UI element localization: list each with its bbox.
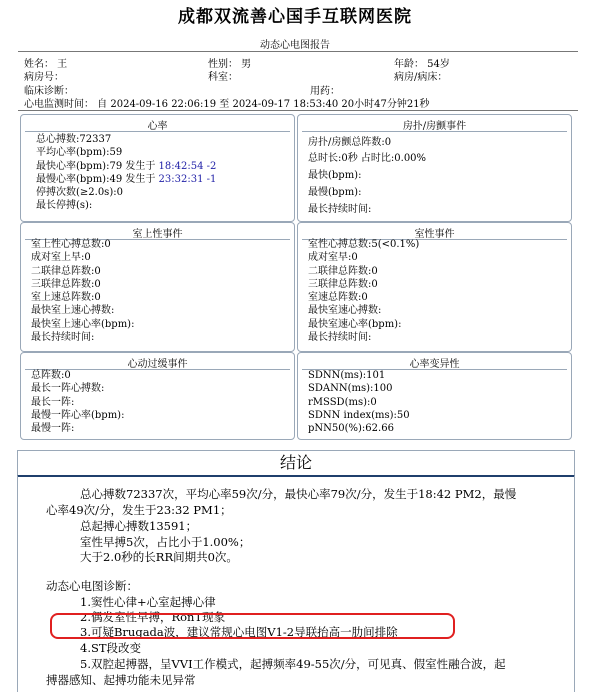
hrv-sdnn-index: SDNN index(ms):50 <box>308 409 410 421</box>
brady-total: 总阵数:0 <box>31 370 71 381</box>
svt-fastest-rate: 最快室上速心率(bpm): <box>31 318 135 330</box>
brady-rows <box>31 369 124 435</box>
pacing-summary: 总起搏心搏数13591； <box>80 519 198 533</box>
vt-title: 室性事件 <box>414 229 455 240</box>
heart-rate-rows <box>36 133 216 213</box>
hr-average: 平均心率(bpm):59 <box>36 147 123 159</box>
hr-longest-pause: 最长停搏(s): <box>36 200 93 212</box>
hr-slowest: 最慢心率(bpm):49 发生于 23:32:31 -1 <box>36 173 217 185</box>
svt-longest: 最长持续时间: <box>31 332 95 344</box>
vt-panel <box>297 222 572 352</box>
vt-fastest-rate: 最快室速心率(bpm): <box>308 318 402 330</box>
vt-total: 室性心搏总数:5(<0.1%) <box>308 239 420 250</box>
patient-department: 科室： <box>208 72 238 83</box>
hrv-rows <box>308 369 410 435</box>
annotation-highlight <box>50 613 455 639</box>
heart-rate-panel <box>20 114 295 222</box>
vt-pairs: 成对室早:0 <box>308 252 358 264</box>
header-divider <box>18 51 578 52</box>
patient-gender: 性别： 男 <box>208 59 252 70</box>
diagnosis-item-1: 1.窦性心律+心室起搏心律 <box>80 595 216 609</box>
af-slowest: 最慢(bpm): <box>308 187 362 198</box>
svt-total: 室上性心搏总数:0 <box>31 239 111 250</box>
af-fastest: 最快(bpm): <box>308 170 362 181</box>
af-longest: 最长持续时间: <box>308 204 372 215</box>
svt-fastest-beats: 最快室上速心搏数: <box>31 305 115 317</box>
diagnosis-item-2: 2.偶发室性早搏，RonT现象 <box>80 610 226 624</box>
hr-total-beats: 总心搏数:72337 <box>36 134 112 145</box>
patient-ward-no: 病房号： <box>24 72 64 83</box>
vt-bigeminy: 二联律总阵数:0 <box>308 265 378 277</box>
af-panel <box>297 114 572 222</box>
hospital-name: 成都双流善心国手互联网医院 <box>178 7 412 27</box>
ventricular-summary: 室性早搏5次，占比小于1.00%； <box>80 535 251 549</box>
svt-runs: 室上速总阵数:0 <box>31 292 101 304</box>
diagnosis-item-3: 3.可疑Brugada波，建议常规心电图V1-2导联抬高一肋间排除 <box>80 625 398 639</box>
hr-fastest: 最快心率(bpm):79 发生于 18:42:54 -2 <box>36 160 217 172</box>
brady-longest-beats: 最长一阵心搏数: <box>31 383 105 395</box>
vt-fastest-beats: 最快室速心搏数: <box>308 305 382 317</box>
brady-panel <box>20 352 295 440</box>
patient-room-bed: 病房/病床： <box>394 72 448 83</box>
summary-line-2: 心率49次/分，发生于23:32 PM1； <box>46 503 232 517</box>
svt-title: 室上性事件 <box>132 229 183 240</box>
heart-rate-title: 心率 <box>147 121 168 132</box>
hr-slowest-time: 23:32:31 -1 <box>158 173 217 185</box>
report-title: 动态心电图报告 <box>260 40 330 51</box>
diagnosis-item-5-cont: 搏器感知、起搏功能未见异常 <box>46 673 196 687</box>
hrv-panel <box>297 352 572 440</box>
conclusion-title: 结论 <box>17 450 575 477</box>
svt-rows <box>31 238 134 344</box>
info-divider <box>18 110 578 111</box>
brady-slowest: 最慢一阵: <box>31 423 75 435</box>
medication: 用药： <box>310 86 340 97</box>
hrv-sdann: SDANN(ms):100 <box>308 383 393 395</box>
svt-pairs: 成对室上早:0 <box>31 252 91 264</box>
vt-runs: 室速总阵数:0 <box>308 292 368 304</box>
patient-age: 年龄： 54岁 <box>394 59 450 70</box>
diagnosis-item-4: 4.ST段改变 <box>80 641 142 655</box>
diagnosis-title: 动态心电图诊断： <box>46 579 138 593</box>
af-total: 房扑/房颤总阵数:0 <box>308 137 392 148</box>
svt-bigeminy: 二联律总阵数:0 <box>31 265 101 277</box>
rr-summary: 大于2.0秒的长RR间期共0次。 <box>80 550 238 564</box>
monitor-time: 心电监测时间： 自 2024-09-16 22:06:19 至 2024-09-17 18:53:40 20小时47分钟21秒 <box>24 99 430 110</box>
hr-pause-count: 停搏次数(≥2.0s):0 <box>36 187 123 199</box>
brady-slowest-rate: 最慢一阵心率(bpm): <box>31 409 125 421</box>
vt-trigeminy: 三联律总阵数:0 <box>308 278 378 290</box>
clinical-diagnosis: 临床诊断： <box>24 86 74 97</box>
hrv-sdnn: SDNN(ms):101 <box>308 370 386 381</box>
af-title: 房扑/房颤事件 <box>402 121 467 132</box>
vt-longest: 最长持续时间: <box>308 332 372 344</box>
hr-fastest-time: 18:42:54 -2 <box>158 160 217 172</box>
hrv-title: 心率变异性 <box>409 359 460 370</box>
af-duration: 总时长:0秒 占时比:0.00% <box>308 153 427 164</box>
summary-line-1: 总心搏数72337次，平均心率59次/分，最快心率79次/分，发生于18:42 PM2，最慢 <box>80 487 517 501</box>
hrv-pnn50: pNN50(%):62.66 <box>308 423 394 435</box>
brady-longest: 最长一阵: <box>31 396 75 408</box>
diagnosis-item-5: 5.双腔起搏器，呈VVI工作模式，起搏频率49-55次/分，可见真、假室性融合波，起 <box>80 657 506 671</box>
patient-name: 姓名： 王 <box>24 59 68 70</box>
hrv-rmssd: rMSSD(ms):0 <box>308 396 377 408</box>
brady-title: 心动过缓事件 <box>127 359 188 370</box>
svt-trigeminy: 三联律总阵数:0 <box>31 278 101 290</box>
af-rows <box>308 135 426 218</box>
svt-panel <box>20 222 295 352</box>
vt-rows <box>308 238 419 344</box>
